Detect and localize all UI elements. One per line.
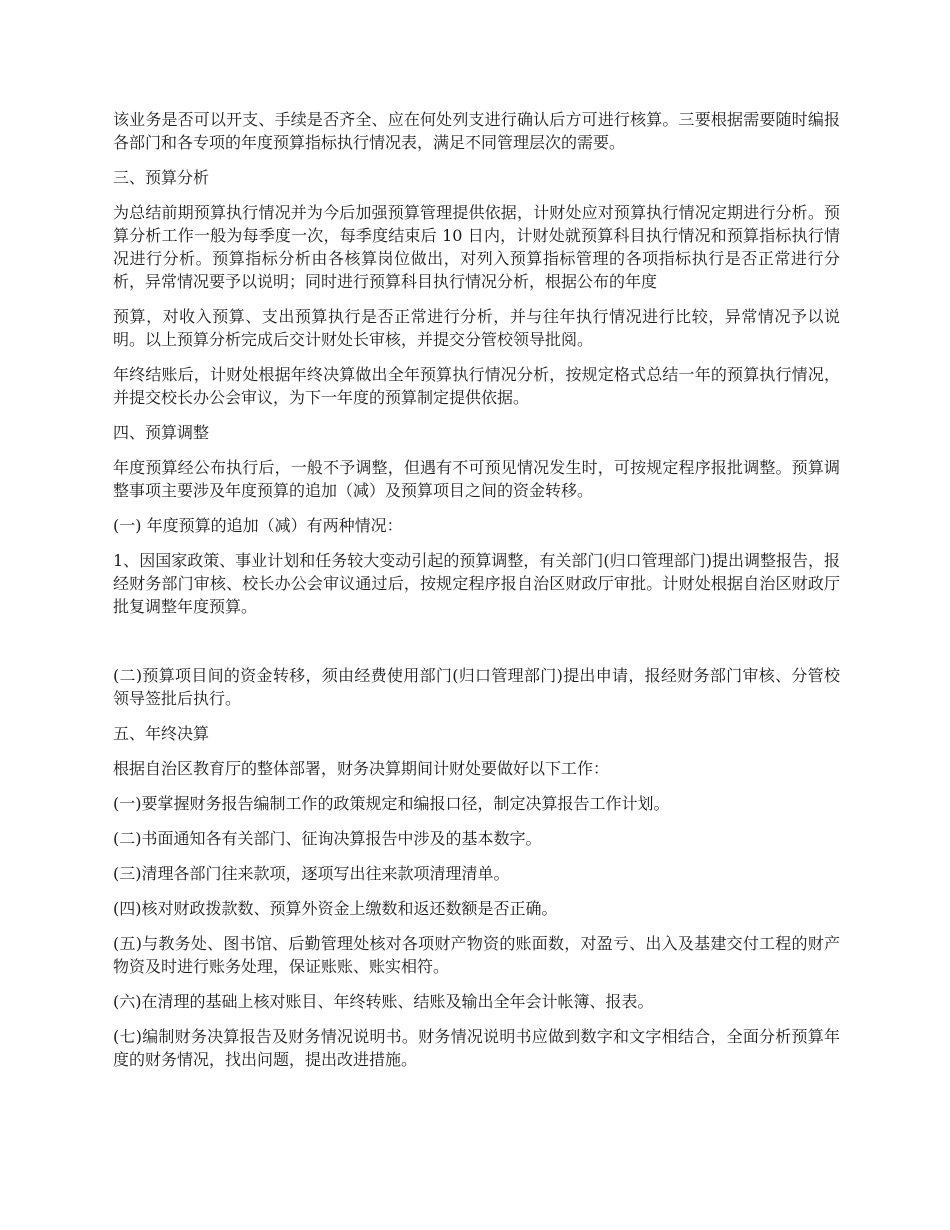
blank-gap (113, 630, 840, 664)
paragraph-analysis-2: 预算，对收入预算、支出预算执行是否正常进行分析，并与往年执行情况进行比较，异常情况予以说明。以上预算分析完成后交计财处长审核，并提交分管校领导批阅。 (113, 307, 840, 349)
paragraph-adjustment-subhead-2: (二)预算项目间的资金转移，须由经费使用部门(归口管理部门)提出申请，报经财务部门审核、分管校领导签批后执行。 (113, 666, 840, 708)
paragraph-settlement-item-6: (六)在清理的基础上核对账目、年终转账、结账及输出全年会计帐簿、报表。 (113, 992, 654, 1011)
paragraph-settlement-item-7: (七)编制财务决算报告及财务情况说明书。财务情况说明书应做到数字和文字相结合，全面分析预算年度的财务情况，找出问题，提出改进措施。 (113, 1027, 840, 1069)
paragraph-settlement-item-1: (一)要掌握财务报告编制工作的政策规定和编报口径，制定决算报告工作计划。 (113, 794, 670, 813)
paragraph-adjustment-subhead-1: (一) 年度预算的追加（减）有两种情况： (113, 516, 403, 535)
paragraph-adjustment-item-1: 1、因国家政策、事业计划和任务较大变动引起的预算调整，有关部门(归口管理部门)提出调整报告，报经财务部门审核、校长办公会审议通过后，按规定程序报自治区财政厅审批。计财处根据自治区财政厅批复调整年度预算。 (113, 551, 840, 616)
paragraph-settlement-intro: 根据自治区教育厅的整体部署，财务决算期间计财处要做好以下工作： (113, 759, 610, 778)
paragraph-analysis-3: 年终结账后，计财处根据年终决算做出全年预算执行情况分析，按规定格式总结一年的预算执行情况，并提交校长办公会审议，为下一年度的预算制定提供依据。 (113, 365, 840, 407)
paragraph-adjustment-1: 年度预算经公布执行后，一般不予调整，但遇有不可预见情况发生时，可按规定程序报批调整。预算调整事项主要涉及年度预算的追加（减）及预算项目之间的资金转移。 (113, 458, 840, 500)
paragraph-settlement-item-3: (三)清理各部门往来款项，逐项写出往来款项清理清单。 (113, 864, 510, 883)
paragraph-settlement-item-2: (二)书面通知各有关部门、征询决算报告中涉及的基本数字。 (113, 829, 542, 848)
heading-budget-analysis: 三、预算分析 (113, 168, 210, 187)
paragraph-settlement-item-4: (四)核对财政拨款数、预算外资金上缴数和返还数额是否正确。 (113, 899, 558, 918)
document-page (113, 108, 840, 1083)
paragraph-settlement-item-5: (五)与教务处、图书馆、后勤管理处核对各项财产物资的账面数，对盈亏、出入及基建交付工程的财产物资及时进行账务处理，保证账账、账实相符。 (113, 934, 840, 976)
heading-budget-adjustment: 四、预算调整 (113, 423, 210, 442)
paragraph-analysis-1: 为总结前期预算执行情况并为今后加强预算管理提供依据，计财处应对预算执行情况定期进行分析。预算分析工作一般为每季度一次，每季度结束后 10 日内，计财处就预算科目执行情况和预算指标执行情况进行分析。预算指标分析由各核算岗位做出，对列入预算指标管理的各项指标执行是否正常进行分析，异常情况要予以说明；同时进行预算科目执行情况分析，根据公布的年度 (113, 203, 840, 291)
paragraph-budget-accounting-tail: 该业务是否可以开支、手续是否齐全、应在何处列支进行确认后方可进行核算。三要根据需要随时编报各部门和各专项的年度预算指标执行情况表，满足不同管理层次的需要。 (113, 110, 840, 152)
heading-year-end-settlement: 五、年终决算 (113, 724, 210, 743)
